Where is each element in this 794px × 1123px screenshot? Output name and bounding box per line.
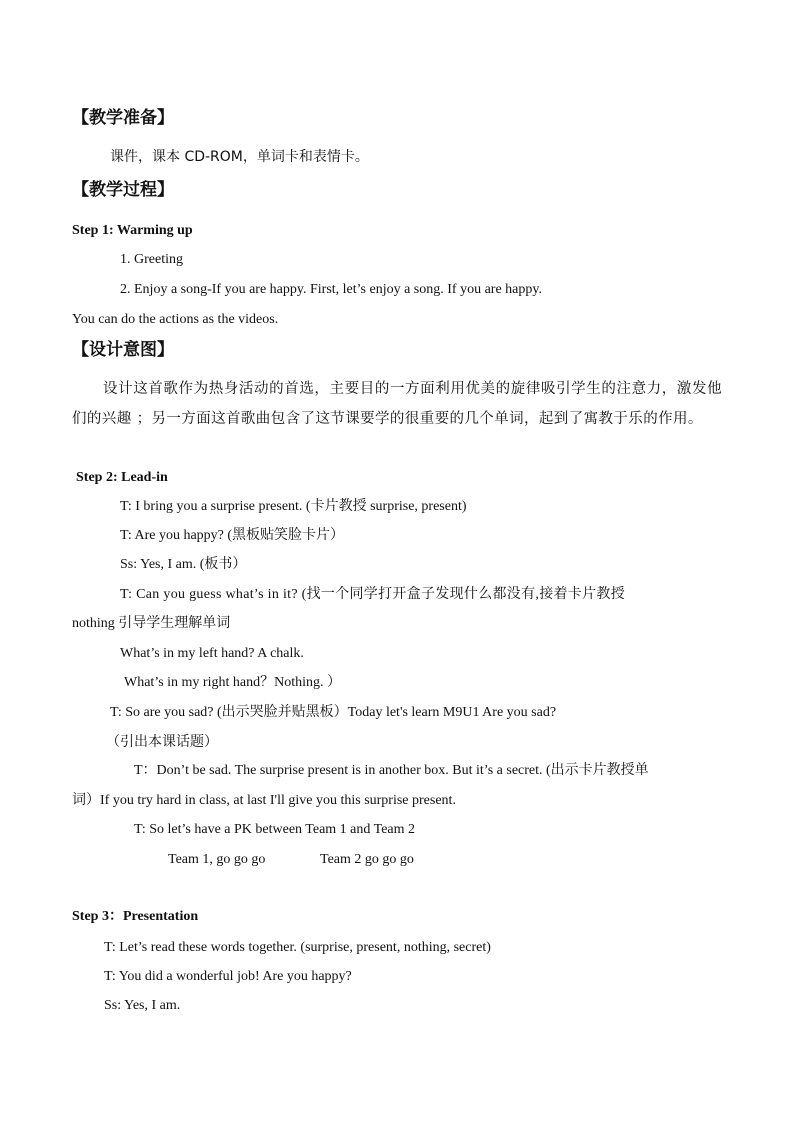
step2-team2-chant: Team 2 go go go [320, 852, 414, 867]
step2-line: nothing 引导学生理解单词 [72, 616, 231, 631]
step1-line: You can do the actions as the videos. [72, 312, 279, 327]
step3-line: T: You did a wonderful job! Are you happy? [104, 969, 352, 984]
step3-line: Ss: Yes, I am. [104, 998, 181, 1013]
step2-line: T: Are you happy? (黑板贴笑脸卡片） [120, 528, 345, 543]
step2-line: What’s in my right hand？Nothing. ） [124, 675, 341, 690]
section-heading-prep: 【教学准备】 [72, 108, 174, 128]
step2-line: （引出本课话题） [106, 734, 218, 750]
step2-line: T: So are you sad? (出示哭脸并贴黑板）Today let's learn M9U1 Are you sad? [110, 705, 557, 720]
step2-title: Step 2: Lead-in [76, 470, 168, 485]
step2-line: What’s in my left hand? A chalk. [120, 646, 304, 661]
step1-line: 2. Enjoy a song-If you are happy. First, let’s enjoy a song. If you are happy. [120, 282, 542, 297]
section-heading-design: 【设计意图】 [72, 340, 174, 360]
design-paragraph: 设计这首歌作为热身活动的首选，主要目的一方面利用优美的旋律吸引学生的注意力，激发他们的兴趣 ；另一方面这首歌曲包含了这节课要学的很重要的几个单词，起到了寓教于乐的作用。 [72, 381, 722, 427]
step2-line: T: So let’s have a PK between Team 1 and Team 2 [134, 822, 416, 837]
section-heading-process: 【教学过程】 [72, 180, 174, 200]
step3-title: Step 3：Presentation [72, 909, 199, 924]
step2-line: T：Don’t be sad. The surprise present is in another box. But it’s a secret. (出示卡片教授单 [134, 763, 649, 778]
step2-line: Ss: Yes, I am. (板书） [120, 557, 247, 572]
step2-line: 词）If you try hard in class, at last I'll give you this surprise present. [72, 793, 456, 808]
step1-line: 1. Greeting [120, 252, 183, 267]
step2-team1-chant: Team 1, go go go [168, 852, 266, 867]
step1-title: Step 1: Warming up [72, 223, 193, 238]
step3-line: T: Let’s read these words together. (surprise, present, nothing, secret) [104, 940, 491, 955]
prep-materials-text: 课件，课本 CD-ROM，单词卡和表情卡。 [110, 149, 369, 165]
step2-line: T: Can you guess what’s in it? (找一个同学打开盒子发现什么都没有,接着卡片教授 [120, 587, 626, 602]
step2-line: T: I bring you a surprise present. (卡片教授 surprise, present) [120, 499, 467, 514]
